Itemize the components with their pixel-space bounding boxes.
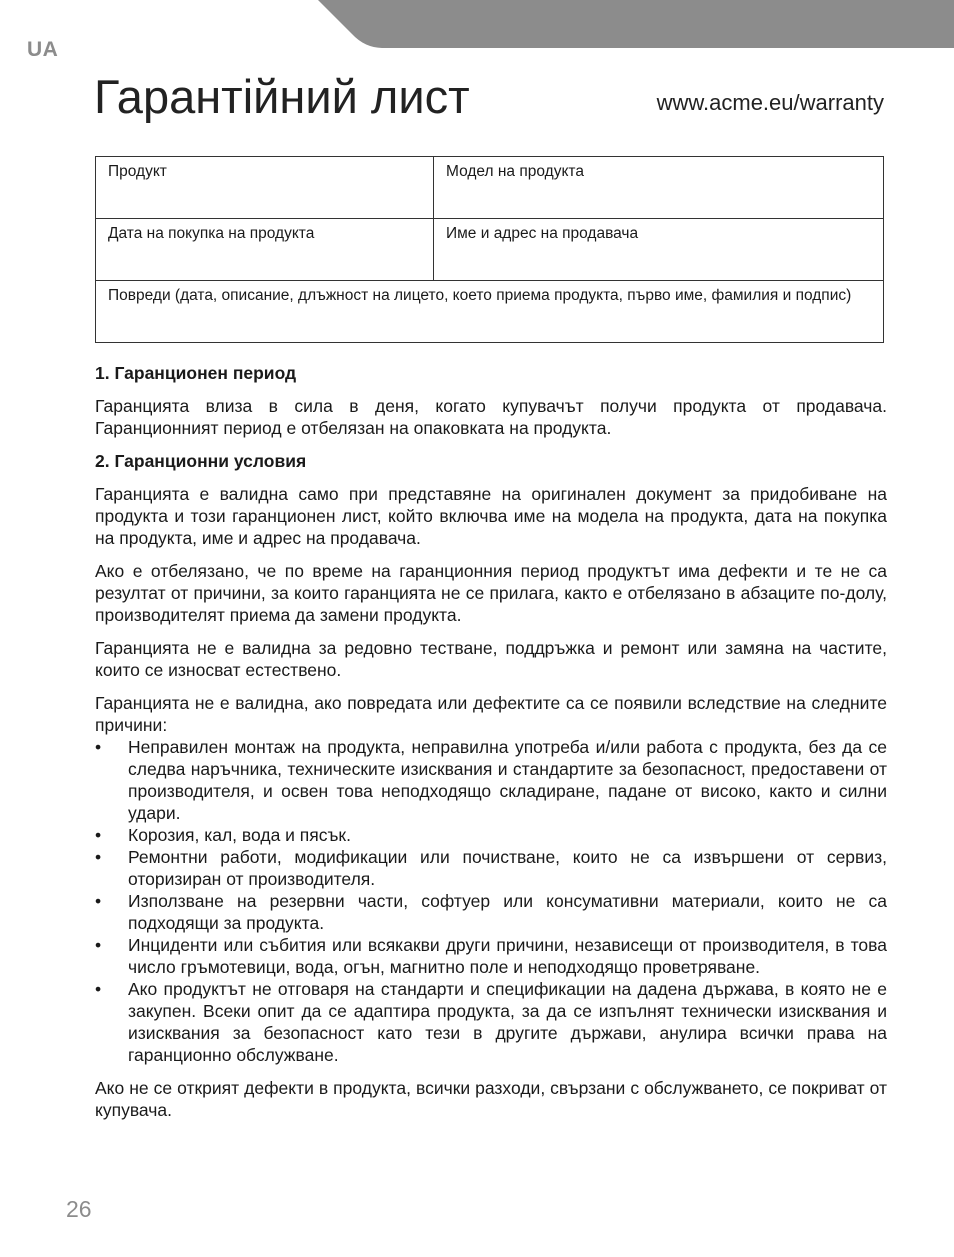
list-item: • Инциденти или събития или всякакви други причини, независещи от производителя, в това число гръмотевици, вода, огън, магнитно поле и неподходящо проветряване.: [95, 934, 887, 978]
language-code: UA: [27, 38, 59, 61]
section1-heading: 1. Гаранционен период: [95, 363, 297, 383]
list-item: • Ремонтни работи, модификации или почистване, които не са извършени от сервиз, оторизиран от производителя.: [95, 846, 887, 890]
list-item: • Ако продуктът не отговаря на стандарти и спецификации на дадена държава, в която не е закупен. Всеки опит да се адаптира продукта, за да се изпълнят технически изисквания и изисквания за безопасност като тези в другите държави, анулира всички права на гаранционно обслужване.: [95, 978, 887, 1066]
form-cell-repairs[interactable]: Повреди (дата, описание, длъжност на лицето, което приема продукта, първо име, фамилия и подпис): [96, 281, 884, 343]
header-tab-shape: [0, 0, 954, 50]
closing-paragraph: Ако не се открият дефекти в продукта, всички разходи, свързани с обслужването, се покриват от купувача.: [95, 1078, 887, 1120]
section2-paragraph-2: Ако е отбелязано, че по време на гаранционния период продуктът има дефекти и те не са резултат от причини, за които гаранцията не се прилага, както е отбелязано в абзаците по-долу, производителят приема да замени продукта.: [95, 561, 887, 625]
form-cell-model[interactable]: Модел на продукта: [434, 157, 884, 219]
section1-text: Гаранцията влиза в сила в деня, когато купувачът получи продукта от продавача. Гаранционният период е отбелязан на опаковката на продукта.: [95, 396, 887, 438]
section2-heading: 2. Гаранционни условия: [95, 451, 307, 471]
form-cell-product[interactable]: Продукт: [96, 157, 434, 219]
page-title: Гарантійний лист: [94, 70, 470, 123]
section2-paragraph-3: Гаранцията не е валидна за редовно тестване, поддръжка и ремонт или замяна на частите, които се износват естествено.: [95, 638, 887, 680]
list-item: • Използване на резервни части, софтуер или консумативни материали, които не са подходящи за продукта.: [95, 890, 887, 934]
form-cell-purchase-date[interactable]: Дата на покупка на продукта: [96, 219, 434, 281]
section2-paragraph-1: Гаранцията е валидна само при представяне на оригинален документ за придобиване на продукта и този гаранционен лист, който включва име на модела на продукта, дата на покупка на продукта, име и адрес на продавача.: [95, 484, 887, 548]
warranty-content: [95, 362, 887, 1132]
page-number: 26: [66, 1196, 92, 1222]
warranty-url: www.acme.eu/warranty: [656, 90, 884, 115]
list-item: • Неправилен монтаж на продукта, неправилна употреба и/или работа с продукта, без да се следва наръчника, техническите изисквания и стандартите за безопасност, предоставени от производителя, и освен това неподходящо складиране, падане от високо, както и силни удари.: [95, 736, 887, 824]
form-cell-seller[interactable]: Име и адрес на продавача: [434, 219, 884, 281]
exclusions-list: [95, 736, 887, 1066]
list-item: • Корозия, кал, вода и пясък.: [95, 824, 887, 846]
warranty-form-table: [95, 156, 884, 343]
section2-paragraph-4: Гаранцията не е валидна, ако повредата или дефектите са се появили вследствие на следните причини:: [95, 693, 887, 735]
